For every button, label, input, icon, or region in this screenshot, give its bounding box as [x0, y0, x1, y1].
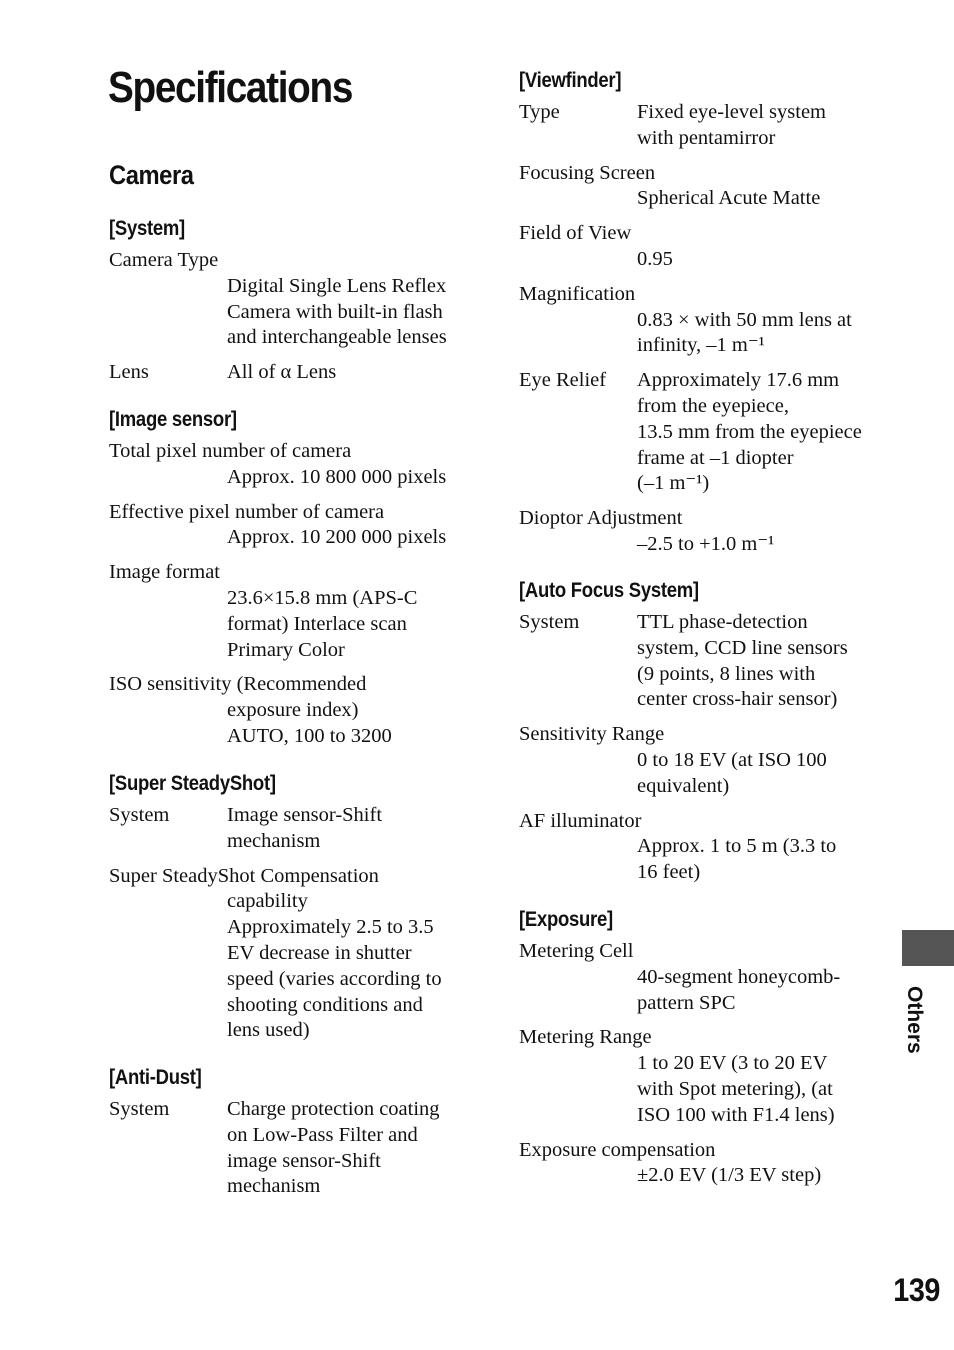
spec-label: Dioptor Adjustment — [519, 507, 683, 530]
spec-antidust-system — [109, 1097, 479, 1200]
section-heading: [Super SteadyShot] — [109, 772, 276, 795]
spec-value: All of α Lens — [227, 361, 337, 384]
spec-af-illuminator — [519, 809, 899, 886]
spec-label: Magnification — [519, 282, 636, 305]
spec-label: Type — [519, 101, 560, 123]
spec-label: Metering Cell — [519, 940, 634, 962]
spec-value: Approx. 10 200 000 pixels — [227, 526, 447, 549]
spec-value: 40-segment honeycomb- pattern SPC — [637, 965, 841, 1014]
spec-label: Effective pixel number of camera — [109, 500, 385, 523]
section-system — [109, 214, 479, 395]
page-number: 139 — [893, 1272, 940, 1308]
spec-metering-range — [519, 1025, 899, 1128]
section-heading: [Image sensor] — [109, 408, 237, 431]
spec-label: Total pixel number of camera — [109, 440, 352, 462]
spec-value: 0.83 × with 50 mm lens at infinity, –1 m⁻¹ — [637, 308, 852, 357]
spec-effective-pixel — [109, 500, 479, 552]
spec-value: 23.6×15.8 mm (APS-C format) Interlace scan Primary Color — [227, 586, 418, 661]
spec-label: Field of View — [519, 222, 632, 245]
spec-image-format — [109, 560, 479, 663]
section-viewfinder — [519, 66, 899, 567]
section-heading: [Viewfinder] — [519, 69, 622, 92]
spec-value: –2.5 to +1.0 m⁻¹ — [637, 532, 775, 555]
spec-value: ±2.0 EV (1/3 EV step) — [637, 1164, 822, 1187]
spec-label: Camera Type — [109, 249, 219, 271]
spec-label-cont: exposure index) — [227, 699, 359, 722]
spec-sensitivity-range — [519, 722, 899, 799]
spec-dioptor-adjustment — [519, 506, 899, 558]
spec-label: Sensitivity Range — [519, 723, 665, 746]
spec-iso-sensitivity — [109, 672, 479, 749]
spec-value: Approx. 1 to 5 m (3.3 to 16 feet) — [637, 835, 837, 884]
section-heading: [System] — [109, 217, 185, 240]
spec-value: AUTO, 100 to 3200 — [227, 724, 392, 747]
side-tab-marker — [902, 930, 954, 966]
side-tab-label: Others — [903, 986, 926, 1054]
spec-label: Image format — [109, 561, 220, 584]
section-super-steadyshot — [109, 769, 479, 1053]
section-image-sensor — [109, 405, 479, 759]
section-heading: [Anti-Dust] — [109, 1066, 202, 1089]
spec-label: Metering Range — [519, 1026, 652, 1049]
spec-camera-type — [109, 248, 479, 351]
camera-heading: Camera — [109, 160, 194, 190]
spec-label-cont: capability — [227, 890, 308, 913]
spec-value: Charge protection coating on Low-Pass Filter and image sensor-Shift mechanism — [227, 1098, 440, 1198]
spec-value: 1 to 20 EV (3 to 20 EV with Spot metering), (at ISO 100 with F1.4 lens) — [637, 1052, 835, 1126]
spec-eye-relief — [519, 368, 899, 497]
spec-value: Fixed eye-level system with pentamirror — [637, 101, 827, 149]
spec-label: AF illuminator — [519, 809, 642, 832]
spec-viewfinder-type — [519, 100, 899, 152]
spec-steadyshot-compensation — [109, 864, 479, 1045]
spec-total-pixel — [109, 439, 479, 491]
spec-magnification — [519, 282, 899, 359]
spec-label: System — [519, 611, 580, 633]
spec-label: System — [109, 1098, 170, 1120]
spec-label: System — [109, 804, 170, 826]
spec-exposure-compensation — [519, 1138, 899, 1190]
spec-value: Spherical Acute Matte — [637, 187, 821, 210]
spec-value: TTL phase-detection system, CCD line sensors (9 points, 8 lines with center cross-hair sensor) — [637, 611, 848, 711]
spec-value: Approximately 2.5 to 3.5 EV decrease in shutter speed (varies according to shooting conditions and lens used) — [227, 916, 442, 1042]
spec-value: 0.95 — [637, 247, 673, 270]
spec-value: Image sensor-Shift mechanism — [227, 804, 383, 852]
section-exposure — [519, 905, 899, 1198]
spec-field-of-view — [519, 221, 899, 273]
page-title: Specifications — [108, 63, 353, 112]
spec-label: ISO sensitivity (Recommended — [109, 673, 367, 696]
spec-value: Approx. 10 800 000 pixels — [227, 465, 447, 488]
spec-metering-cell — [519, 939, 899, 1016]
spec-lens — [109, 360, 479, 386]
spec-label: Eye Relief — [519, 369, 607, 392]
spec-af-system — [519, 610, 899, 713]
spec-focusing-screen — [519, 161, 899, 213]
spec-label: Super SteadyShot Compensation — [109, 864, 379, 887]
section-auto-focus — [519, 576, 899, 895]
spec-label: Lens — [109, 361, 149, 384]
spec-steadyshot-system — [109, 803, 479, 855]
spec-label: Exposure compensation — [519, 1138, 716, 1161]
spec-value: 0 to 18 EV (at ISO 100 equivalent) — [637, 748, 827, 797]
spec-label: Focusing Screen — [519, 161, 656, 184]
spec-value: Digital Single Lens Reflex Camera with built-in flash and interchangeable lenses — [227, 274, 447, 349]
spec-value: Approximately 17.6 mm from the eyepiece, 13.5 mm from the eyepiece frame at –1 diopter (–1 m⁻¹) — [637, 369, 862, 495]
section-heading: [Exposure] — [519, 908, 613, 931]
section-anti-dust — [109, 1063, 479, 1209]
section-heading: [Auto Focus System] — [519, 579, 699, 602]
